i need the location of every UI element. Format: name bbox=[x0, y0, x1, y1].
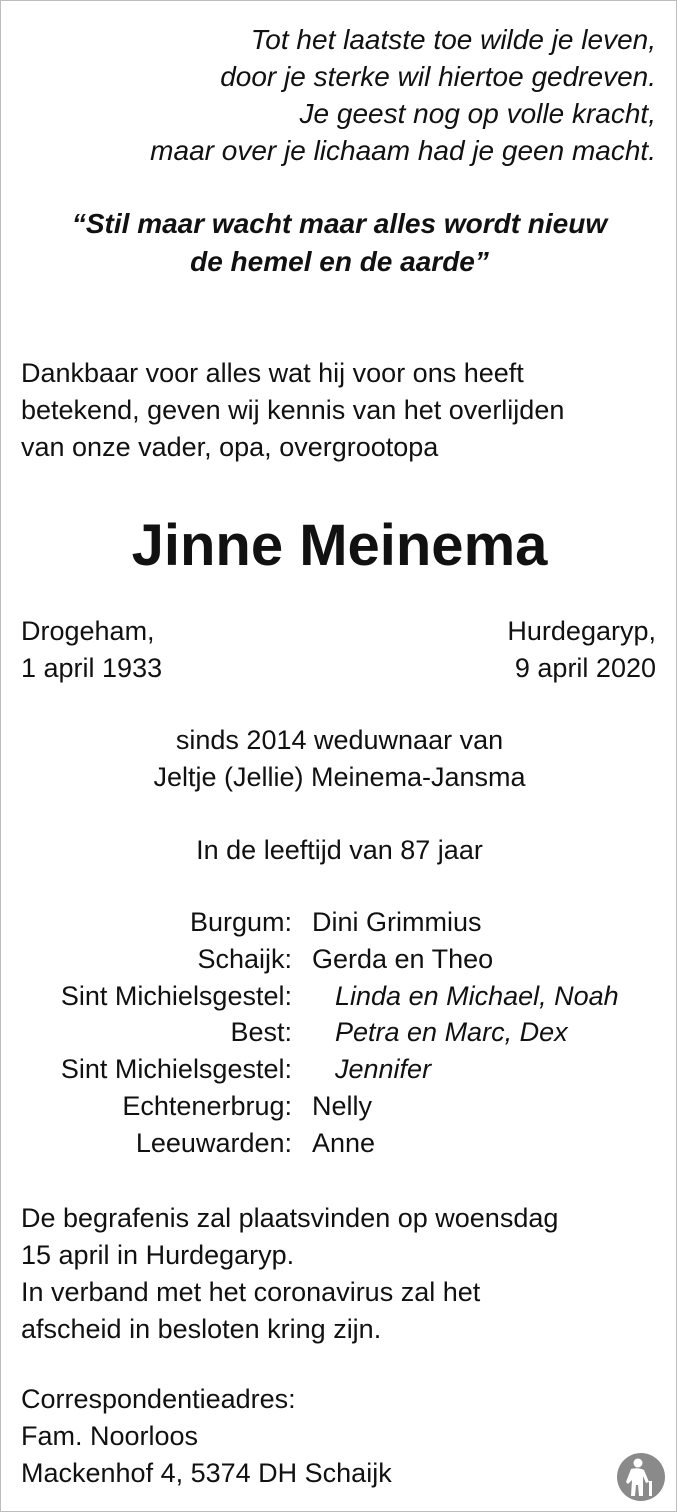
funeral-line: De begrafenis zal plaatsvinden op woensdag bbox=[21, 1203, 559, 1233]
intro-line: Dankbaar voor alles wat hij voor ons heeft bbox=[21, 358, 524, 388]
intro-text bbox=[21, 355, 564, 466]
death-place: Hurdegaryp, bbox=[507, 616, 656, 646]
intro-line: van onze vader, opa, overgrootopa bbox=[21, 432, 439, 462]
family-place: Leeuwarden: bbox=[135, 1127, 292, 1158]
birth-date: 1 april 1933 bbox=[21, 653, 163, 683]
family-list bbox=[1, 904, 677, 1162]
family-names: Dini Grimmius bbox=[312, 907, 482, 937]
widower-text bbox=[1, 722, 677, 796]
poem-line: door je sterke wil hiertoe gedreven. bbox=[220, 61, 656, 92]
family-names: Petra en Marc, Dex bbox=[335, 1017, 568, 1048]
family-row bbox=[1, 1014, 677, 1051]
family-row bbox=[1, 1051, 677, 1088]
widower-line: Jeltje (Jellie) Meinema-Jansma bbox=[153, 762, 526, 792]
death-date: 9 april 2020 bbox=[514, 653, 656, 683]
poem-line: Je geest nog op volle kracht, bbox=[299, 98, 656, 129]
address-line: Correspondentieadres: bbox=[21, 1384, 296, 1414]
funeral-line: 15 april in Hurdegaryp. bbox=[21, 1240, 295, 1270]
poem bbox=[150, 21, 656, 169]
family-names: Anne bbox=[312, 1127, 376, 1158]
quote-line: de hemel en de aarde” bbox=[190, 246, 489, 277]
age-line: In de leeftijd van 87 jaar bbox=[196, 835, 483, 865]
family-row bbox=[1, 904, 677, 941]
family-names: Gerda en Theo bbox=[312, 943, 494, 974]
poem-line: maar over je lichaam had je geen macht. bbox=[150, 135, 656, 166]
family-place: Echtenerbrug: bbox=[122, 1090, 292, 1121]
family-place: Burgum: bbox=[189, 907, 292, 937]
mourning-figure-icon bbox=[616, 1452, 666, 1502]
family-names: Nelly bbox=[312, 1090, 373, 1121]
quote bbox=[1, 205, 677, 281]
family-place: Best: bbox=[230, 1017, 292, 1048]
birth-place: Drogeham, bbox=[21, 616, 155, 646]
mourning-figure-icon bbox=[616, 1452, 666, 1502]
poem-line: Tot het laatste toe wilde je leven, bbox=[250, 24, 656, 55]
family-names: Jennifer bbox=[335, 1054, 432, 1085]
address-line: Mackenhof 4, 5374 DH Schaijk bbox=[21, 1458, 392, 1488]
family-place: Schaijk: bbox=[197, 943, 292, 974]
family-row bbox=[1, 978, 677, 1015]
funeral-line: In verband met het coronavirus zal het bbox=[21, 1277, 481, 1307]
intro-line: betekend, geven wij kennis van het overlijden bbox=[21, 395, 565, 425]
address-line: Fam. Noorloos bbox=[21, 1421, 199, 1451]
death-info bbox=[507, 613, 656, 687]
family-place: Sint Michielsgestel: bbox=[60, 1054, 292, 1085]
deceased-name: Jinne Meinema bbox=[131, 513, 548, 578]
funeral-line: afscheid in besloten kring zijn. bbox=[21, 1314, 382, 1344]
funeral-text bbox=[21, 1200, 558, 1348]
quote-line: “Stil maar wacht maar alles wordt nieuw bbox=[71, 208, 608, 239]
family-names: Linda en Michael, Noah bbox=[335, 980, 619, 1011]
family-row bbox=[1, 941, 677, 978]
family-row bbox=[1, 1088, 677, 1125]
widower-line: sinds 2014 weduwnaar van bbox=[175, 725, 504, 755]
family-place: Sint Michielsgestel: bbox=[60, 980, 292, 1011]
family-row bbox=[1, 1125, 677, 1162]
birth-info bbox=[21, 613, 162, 687]
correspondence-address bbox=[21, 1381, 392, 1492]
